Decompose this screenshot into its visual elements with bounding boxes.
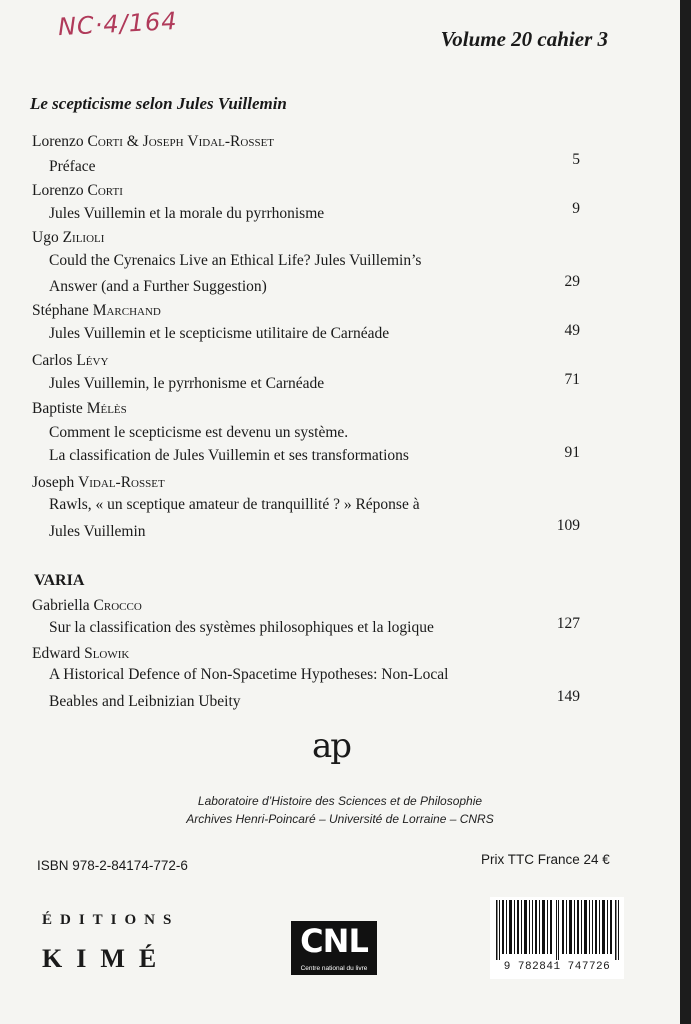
toc-page: 49 xyxy=(564,322,580,339)
toc-title: A Historical Defence of Non-Spacetime Hypotheses: Non-Local xyxy=(49,666,449,683)
toc-title: Sur la classification des systèmes philosophiques et la logique xyxy=(49,619,434,636)
barcode xyxy=(490,897,624,979)
editions-label: ÉDITIONS xyxy=(42,912,180,928)
toc-title: La classification de Jules Vuillemin et ses transformations xyxy=(49,447,409,464)
toc-author: Lorenzo Corti & Joseph Vidal-Rosset xyxy=(32,133,275,150)
toc-page: 91 xyxy=(564,444,580,461)
toc-title: Rawls, « un sceptique amateur de tranquillité ? » Réponse à xyxy=(49,496,420,513)
toc-title: Jules Vuillemin xyxy=(49,523,146,540)
lab-affiliation: Archives Henri-Poincaré – Université de Lorraine – CNRS xyxy=(186,812,494,826)
toc-page: 127 xyxy=(556,615,580,632)
cnl-logo xyxy=(291,921,377,975)
toc-title: Jules Vuillemin et la morale du pyrrhonisme xyxy=(49,205,325,222)
kime-logo: KIMÉ xyxy=(42,944,171,973)
toc-author: Baptiste Mélès xyxy=(32,400,127,417)
toc-title: Beables and Leibnizian Ubeity xyxy=(49,693,241,710)
toc-title: Could the Cyrenaics Live an Ethical Life? Jules Vuillemin’s xyxy=(49,252,422,269)
handwritten-mark: NC·4/164 xyxy=(57,6,179,42)
varia-heading: VARIA xyxy=(34,572,85,589)
cnl-logo-letters: CNL xyxy=(300,922,368,960)
toc-title: Jules Vuillemin, le pyrrhonisme et Carnéade xyxy=(49,375,325,392)
toc-author: Gabriella Crocco xyxy=(32,597,142,614)
ahp-logo: ap xyxy=(312,726,351,766)
toc-title: Préface xyxy=(49,158,96,175)
toc-author: Edward Slowik xyxy=(32,645,130,662)
volume-label: Volume 20 cahier 3 xyxy=(440,27,608,51)
lab-name: Laboratoire d’Histoire des Sciences et de Philosophie xyxy=(197,794,483,808)
toc-author: Joseph Vidal-Rosset xyxy=(32,474,165,491)
cnl-logo-caption: Centre national du livre xyxy=(300,965,368,972)
page-edge xyxy=(680,0,691,1024)
toc-author: Carlos Lévy xyxy=(32,352,109,369)
toc-author: Ugo Zilioli xyxy=(32,229,105,246)
toc-page: 29 xyxy=(564,273,580,290)
barcode-bars-icon xyxy=(496,900,620,960)
toc-title: Answer (and a Further Suggestion) xyxy=(49,278,267,295)
dossier-title: Le scepticisme selon Jules Vuillemin xyxy=(30,94,287,113)
toc-title: Jules Vuillemin et le scepticisme utilitaire de Carnéade xyxy=(49,325,390,342)
toc-title: Comment le scepticisme est devenu un système. xyxy=(49,424,349,441)
toc-page: 149 xyxy=(556,688,580,705)
barcode-number: 9 782841 747726 xyxy=(503,961,611,973)
toc-author: Stéphane Marchand xyxy=(32,302,161,319)
isbn: ISBN 978-2-84174-772-6 xyxy=(37,858,188,873)
price: Prix TTC France 24 € xyxy=(481,852,610,867)
toc-page: 9 xyxy=(572,200,580,217)
toc-page: 71 xyxy=(564,371,580,388)
toc-page: 109 xyxy=(556,517,580,534)
toc-page: 5 xyxy=(572,151,580,168)
toc-author: Lorenzo Corti xyxy=(32,182,123,199)
